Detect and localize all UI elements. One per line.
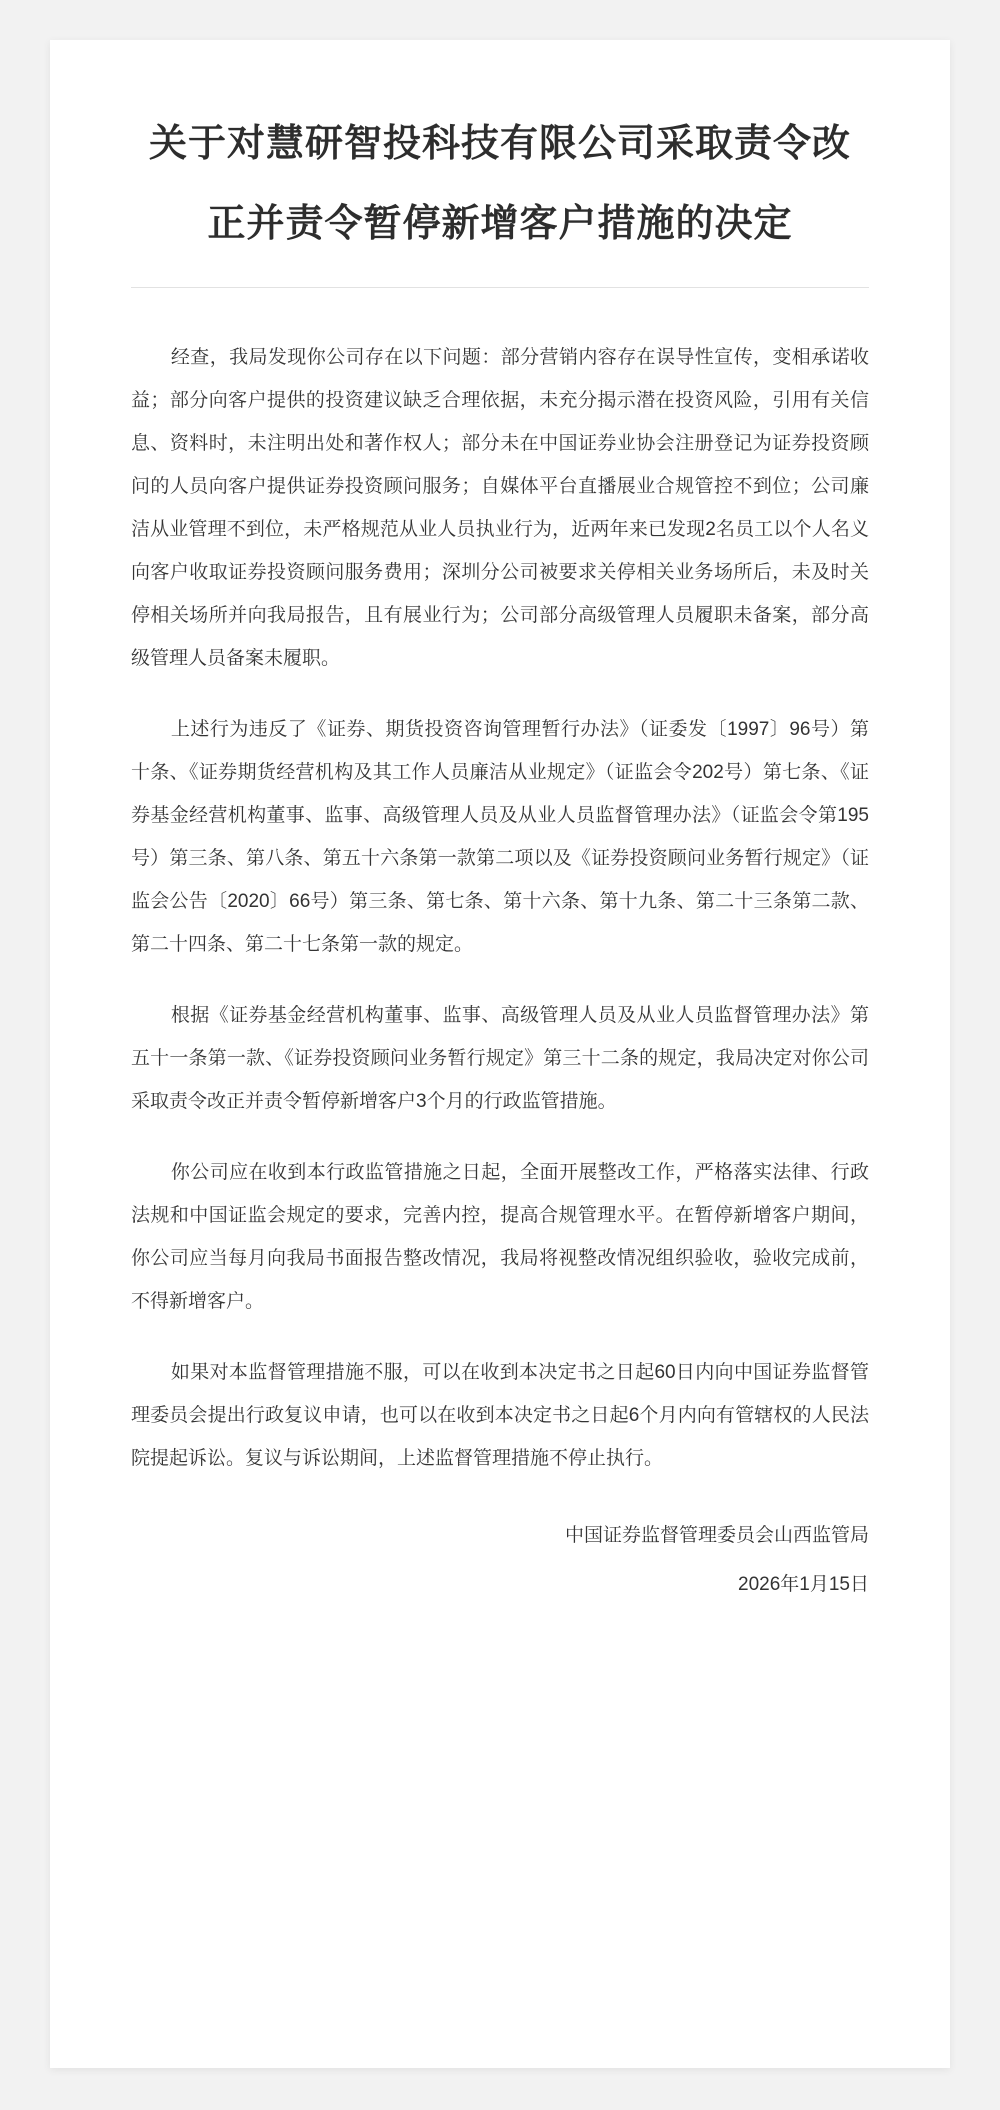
document-title: 关于对慧研智投科技有限公司采取责令改正并责令暂停新增客户措施的决定	[148, 123, 851, 245]
paragraph-rectification-requirements: 你公司应在收到本行政监管措施之日起，全面开展整改工作，严格落实法律、行政法规和中国证监会规定的要求，完善内控，提高合规管理水平。在暂停新增客户期间，你公司应当每月向我局书面报告整改情况，我局将视整改情况组织验收，验收完成前，不得新增客户。	[131, 1162, 869, 1312]
document-body	[131, 336, 869, 1606]
paragraph-violations: 上述行为违反了《证券、期货投资咨询管理暂行办法》（证委发〔1997〕96号）第十条、《证券期货经营机构及其工作人员廉洁从业规定》（证监会令202号）第七条、《证券基金经营机构董事、监事、高级管理人员及从业人员监督管理办法》（证监会令第195号）第三条、第八条、第五十六条第一款第二项以及《证券投资顾问业务暂行规定》（证监会公告〔2020〕66号）第三条、第七条、第十六条、第十九条、第二十三条第二款、第二十四条、第二十七条第一款的规定。	[131, 719, 869, 955]
document-date: 2026年1月15日	[738, 1574, 869, 1595]
paragraph-findings: 经查，我局发现你公司存在以下问题：部分营销内容存在误导性宣传，变相承诺收益；部分向客户提供的投资建议缺乏合理依据，未充分揭示潜在投资风险，引用有关信息、资料时，未注明出处和著作权人；部分未在中国证券业协会注册登记为证券投资顾问的人员向客户提供证券投资顾问服务；自媒体平台直播展业合规管控不到位；公司廉洁从业管理不到位，未严格规范从业人员执业行为，近两年来已发现2名员工以个人名义向客户收取证券投资顾问服务费用；深圳分公司被要求关停相关业务场所后，未及时关停相关场所并向我局报告，且有展业行为；公司部分高级管理人员履职未备案，部分高级管理人员备案未履职。	[131, 347, 869, 669]
document-card	[50, 40, 950, 2068]
issuing-authority-signature: 中国证券监督管理委员会山西监管局	[564, 1525, 869, 1546]
paragraph-decision: 根据《证券基金经营机构董事、监事、高级管理人员及从业人员监督管理办法》第五十一条第一款、《证券投资顾问业务暂行规定》第三十二条的规定，我局决定对你公司采取责令改正并责令暂停新增客户3个月的行政监管措施。	[131, 1005, 869, 1112]
paragraph-appeal-rights: 如果对本监督管理措施不服，可以在收到本决定书之日起60日内向中国证券监督管理委员会提出行政复议申请，也可以在收到本决定书之日起6个月内向有管辖权的人民法院提起诉讼。复议与诉讼期间，上述监督管理措施不停止执行。	[131, 1362, 869, 1469]
title-divider	[131, 287, 869, 288]
